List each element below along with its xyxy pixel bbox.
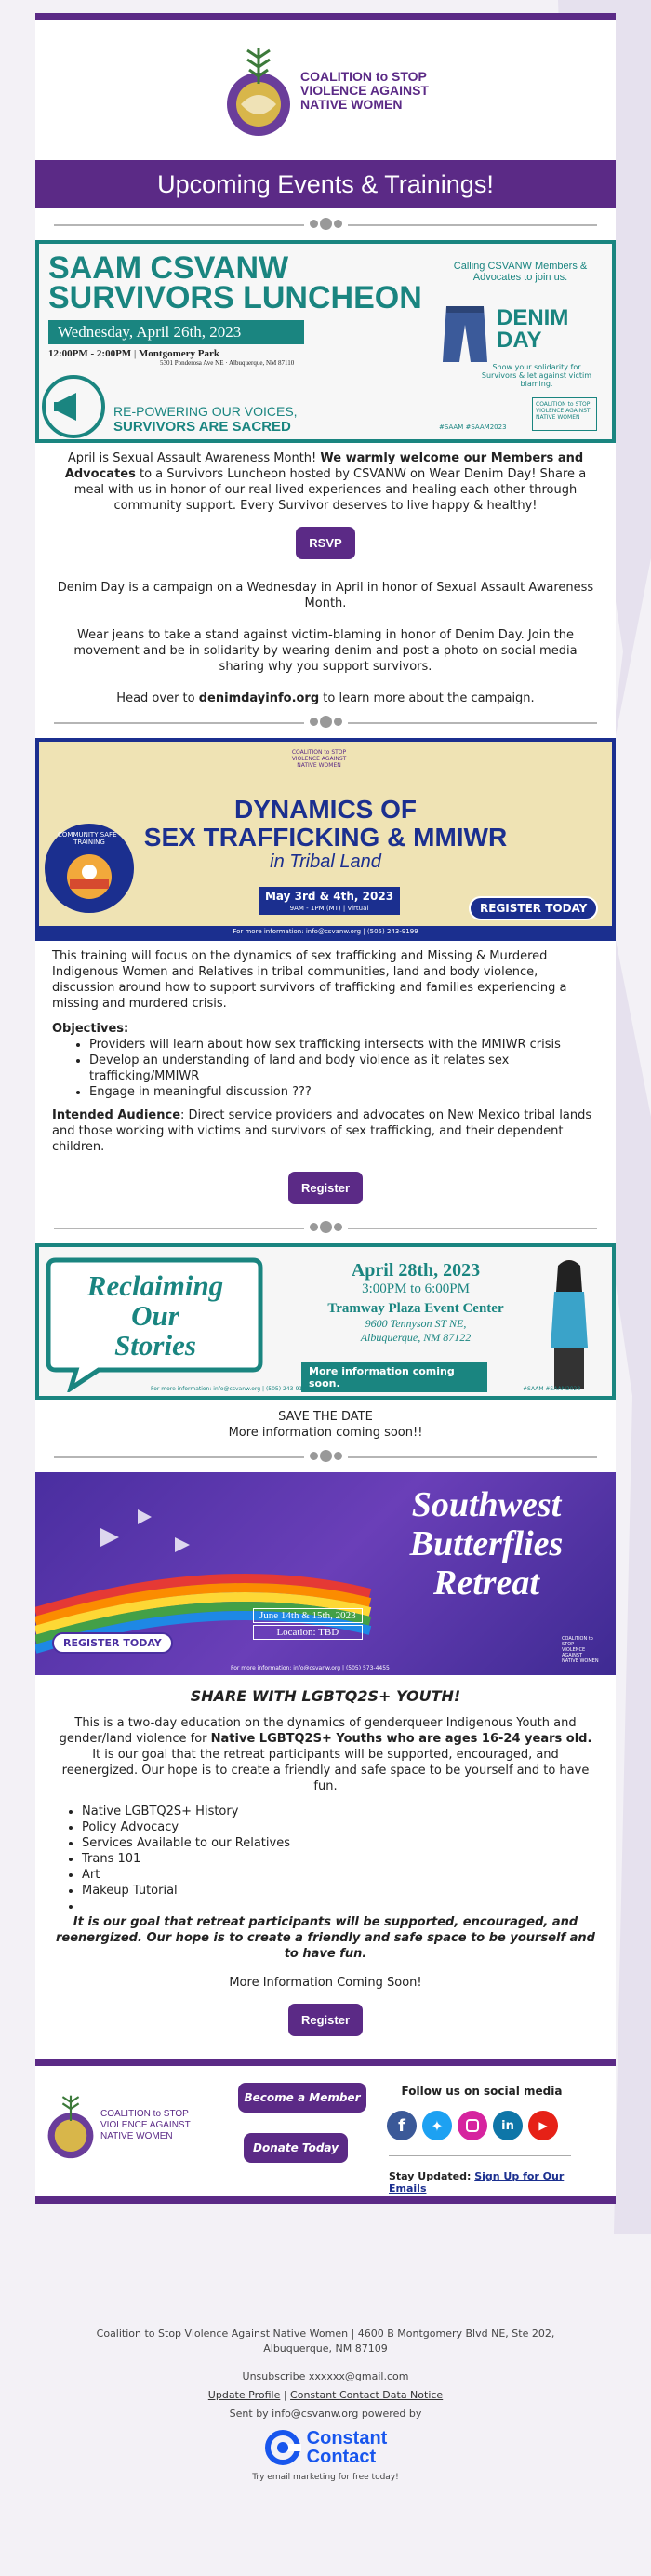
stories-coming-soon: More information coming soon!! [228,1426,423,1440]
training-time: 9AM - 1PM (MT) | Virtual [259,904,400,915]
become-member-button[interactable]: Become a Member [238,2083,366,2113]
woman-speaker-illustration [541,1254,597,1394]
retreat-heading: SHARE WITH LGBTQ2S+ YOUTH! [190,1687,461,1705]
follow-us-label: Follow us on social media [401,2085,563,2098]
training-title-1: DYNAMICS OF [234,795,417,824]
luncheon-desc-a: April is Sexual Assault Awareness Month! [67,451,321,465]
data-notice-link[interactable]: Constant Contact Data Notice [290,2389,444,2401]
denim-info-a: Head over to [116,691,199,705]
unsubscribe-link[interactable]: Unsubscribe xxxxxx@gmail.com [242,2370,409,2382]
topic-item-empty [82,1898,616,1914]
donate-button[interactable]: Donate Today [244,2133,348,2163]
stories-hashtags: #SAAM #SAAM2023 [523,1386,581,1392]
training-description: This training will focus on the dynamics of sex trafficking and Missing & Murdered Indigenous Women and Relatives in tribal communities, land and body violence, discussion around how to support survivors of trafficking and families experiencing a missing and murdered crisis. [52,949,567,1011]
sent-by: Sent by info@csvanw.org powered by [229,2408,422,2420]
luncheon-tagline-2: SURVIVORS ARE SACRED [113,419,291,435]
stay-updated [389,2170,593,2194]
logo-emblem-icon [222,39,295,141]
training-logo-line-3: NATIVE WOMEN [297,762,341,769]
topic-item: • Trans 101 [82,1851,616,1867]
constant-contact-logo[interactable] [0,2429,651,2466]
survivors-luncheon-banner[interactable]: SAAM CSVANW SURVIVORS LUNCHEON Wednesday, April 26th, 2023 12:00PM - 2:00PM | Montgomery Park 5301 Ponderosa Ave NE · Albuquerque, NM 87110 RE-POWERING OUR VOICES, SURVIVORS ARE SACRED Calling CSVANW Members & Advocates to join us. DENIM DAY Show your solidarity for Survivors & let against victim blaming. #SAAM #SAAM2023 COALITION to STOP VIOLENCE AGAINST NATIVE WOMEN [35,240,616,443]
training-logo-small [283,749,355,783]
retreat-logo-line-2: VIOLENCE AGAINST [562,1647,586,1658]
footer-links [0,2388,651,2403]
objectives-label: Objectives [52,1022,125,1036]
retreat-register-today[interactable]: REGISTER TODAY [52,1632,173,1654]
objectives-heading: Objectives: [52,1022,129,1036]
stories-time: 3:00PM to 6:00PM [362,1281,470,1296]
badge-text: COMMUNITY SAFE · TRAINING [58,831,121,846]
retreat-desc-c: It is our goal that the retreat participants will be supported, encouraged, and reenergized. Our hope is to create a friendly and safe space to be yourself and to have fun. [61,1748,590,1793]
retreat-info: For more information: info@csvanw.org | (505) 573-4455 [231,1665,390,1671]
email-footer [0,2327,651,2485]
luncheon-address: 5301 Ponderosa Ave NE · Albuquerque, NM 87110 [160,359,295,367]
linkedin-icon[interactable]: in [493,2111,523,2140]
objectives-list [35,1037,616,1100]
training-logo-line-1: COALITION to STOP [291,749,347,756]
luncheon-description [35,450,616,514]
footer-link-separator: | [280,2389,291,2401]
luncheon-title-2: SURVIVORS LUNCHEON [48,280,422,315]
objective-item: • Engage in meaningful discussion ??? [89,1084,616,1100]
twitter-icon[interactable]: ✦ [422,2111,452,2140]
sex-trafficking-training-banner[interactable] [35,738,616,941]
luncheon-desc-b: We warmly welcome our Members and Advocates [64,451,584,481]
section-divider [35,706,616,738]
sun-emblem-icon [64,852,114,902]
retreat-quote: It is our goal that retreat participants will be supported, encouraged, and reenergized. Our hope is to create a friendly and safe space to be yourself and to have fun. [56,1915,595,1961]
intended-audience [35,1107,616,1155]
training-register-today[interactable]: REGISTER TODAY [469,896,598,920]
update-profile-link[interactable]: Update Profile [207,2389,281,2401]
save-the-date: SAVE THE DATE [278,1410,373,1424]
retreat-logo-line-1: COALITION to STOP [562,1636,593,1647]
retreat-more-info: More Information Coming Soon! [229,1976,422,1990]
topic-item: • Native LGBTQ2S+ History [82,1804,616,1819]
small-logo-line-1: COALITION to STOP [536,401,591,408]
stories-venue: Tramway Plaza Event Center [327,1301,504,1316]
sign-up-emails-link[interactable]: Sign Up for Our Emails [389,2170,565,2194]
footer-logo-line-1: COALITION to STOP [100,2109,189,2119]
denim-note: Show your solidarity for Survivors & let against victim blaming. [481,363,592,388]
denim-title-2: DAY [497,328,542,353]
topic-item: • Makeup Tutorial [82,1883,616,1898]
small-logo-line-3: NATIVE WOMEN [536,414,580,421]
retreat-register-button[interactable]: Register [288,2004,363,2036]
southwest-butterflies-banner[interactable] [35,1472,616,1675]
luncheon-date: Wednesday, April 26th, 2023 [48,320,304,344]
cc-tagline[interactable]: Try email marketing for free today! [252,2473,399,2482]
retreat-description [35,1715,616,1794]
section-divider [35,1212,616,1243]
retreat-desc-b: Native LGBTQ2S+ Youths who are ages 16-24 years old. [210,1732,592,1746]
stories-info: For more information: info@csvanw.org | (505) 243-9199 [151,1386,310,1392]
small-logo-line-2: VIOLENCE AGAINST [536,408,591,414]
section-divider [35,1441,616,1472]
stories-address-1: 9600 Tennyson ST NE, [365,1317,467,1330]
footer-logo-line-3: NATIVE WOMEN [100,2131,173,2141]
jeans-icon [437,302,493,367]
retreat-desc-a: This is a two-day education on the dynamics of genderqueer Indigenous Youth and gender/land violence for [59,1716,577,1746]
section-divider [35,208,616,240]
constant-contact-icon [264,2429,301,2466]
top-bar [35,13,616,20]
community-safe-badge [45,824,134,913]
footer-address: Coalition to Stop Violence Against Native Women | 4600 B Montgomery Blvd NE, Ste 202, Albuquerque, NM 87109 [96,2328,555,2355]
stories-more-info: More information coming soon. [301,1362,487,1392]
audience-text: : Direct service providers and advocates on New Mexico tribal lands and those working with victims and survivors of sex trafficking, and their dependent children. [52,1108,592,1154]
stay-updated-divider [389,2155,571,2156]
instagram-icon[interactable] [458,2111,487,2140]
logo-line-3: NATIVE WOMEN [300,96,403,112]
objective-item: • Providers will learn about how sex trafficking intersects with the MMIWR crisis [89,1037,616,1053]
header-logo-area [35,20,616,160]
cc-name-1: Constant [306,2428,388,2449]
objective-item: • Develop an understanding of land and body violence as it relates sex trafficking/MMIWR [89,1053,616,1084]
stories-date: April 28th, 2023 [351,1260,481,1281]
training-date: May 3rd & 4th, 2023 [259,887,400,904]
stories-title-1: Reclaiming [86,1269,224,1302]
email-card [35,13,616,2204]
csvanw-logo[interactable] [222,39,429,141]
logo-line-1: COALITION to STOP [300,68,427,84]
luncheon-time: 12:00PM - 2:00PM [48,348,132,359]
stay-updated-label: Stay Updated: [389,2170,475,2182]
footer-block [35,2066,616,2196]
retreat-location: Location: TBD [253,1625,363,1640]
stories-address-2: Albuquerque, NM 87122 [360,1331,472,1344]
stories-title-3: Stories [114,1329,196,1362]
footer-bottom-bar [35,2196,616,2204]
denim-info-para [35,691,616,706]
stories-title-2: Our [131,1299,179,1332]
luncheon-tagline-1: RE-POWERING OUR VOICES, [113,404,298,419]
audience-label: Intended Audience [52,1108,181,1122]
denim-day-para: Denim Day is a campaign on a Wednesday in April in honor of Sexual Assault Awareness Month. [57,581,594,610]
training-title-3: in Tribal Land [270,852,381,872]
reclaiming-our-stories-banner[interactable] [35,1243,616,1400]
luncheon-desc-c: to a Survivors Luncheon hosted by CSVANW on Wear Denim Day! Share a meal with us in honor of our real lived experiences and healing each other through community support. Every Survivor deserves to live happy & healthy! [73,467,587,513]
luncheon-calling: Calling CSVANW Members & Advocates to join us. [453,261,588,283]
training-info: For more information: info@csvanw.org | (505) 243-9199 [39,926,612,937]
page-title: Upcoming Events & Trainings! [35,160,616,208]
denim-title-1: DENIM [497,305,569,330]
retreat-logo-small [562,1636,606,1666]
logo-line-2: VIOLENCE AGAINST [300,82,429,98]
training-register-button[interactable]: Register [288,1172,363,1204]
luncheon-venue: Montgomery Park [138,348,219,359]
luncheon-logo-small [532,397,597,431]
luncheon-hashtags: #SAAM #SAAM2023 [439,423,507,431]
cc-name-2: Contact [306,2447,377,2467]
retreat-logo-line-3: NATIVE WOMEN [562,1658,599,1664]
training-title-2: SEX TRAFFICKING & MMIWR [143,823,508,852]
footer-logo-line-2: VIOLENCE AGAINST [100,2120,191,2130]
topic-item: • Art [82,1867,616,1883]
denim-info-link[interactable]: denimdayinfo.org [198,691,320,705]
denim-jeans-para: Wear jeans to take a stand against victim-blaming in honor of Denim Day. Join the movement and be in solidarity by wearing denim and post a photo on social media sharing why you support survivors. [73,628,578,674]
rsvp-button[interactable]: RSVP [296,527,354,559]
footer-top-bar [35,2059,616,2066]
denim-info-c: to learn more about the campaign. [319,691,535,705]
retreat-title-1: Southwest [411,1485,562,1524]
social-icons-row [387,2111,558,2140]
retreat-date: June 14th & 15th, 2023 [253,1608,363,1623]
retreat-title-2: Butterflies [409,1524,564,1563]
topic-item: • Policy Advocacy [82,1819,616,1835]
topic-item: • Services Available to our Relatives [82,1835,616,1851]
retreat-title-3: Retreat [433,1563,539,1603]
retreat-topics-list [35,1804,616,1914]
training-logo-line-2: VIOLENCE AGAINST [291,756,347,762]
footer-logo-emblem-icon [45,2088,97,2163]
youtube-icon[interactable]: ▶ [528,2111,558,2140]
luncheon-title-1: SAAM CSVANW [48,250,289,286]
megaphone-icon [41,374,106,439]
facebook-icon[interactable]: f [387,2111,417,2140]
footer-logo[interactable] [45,2088,191,2163]
